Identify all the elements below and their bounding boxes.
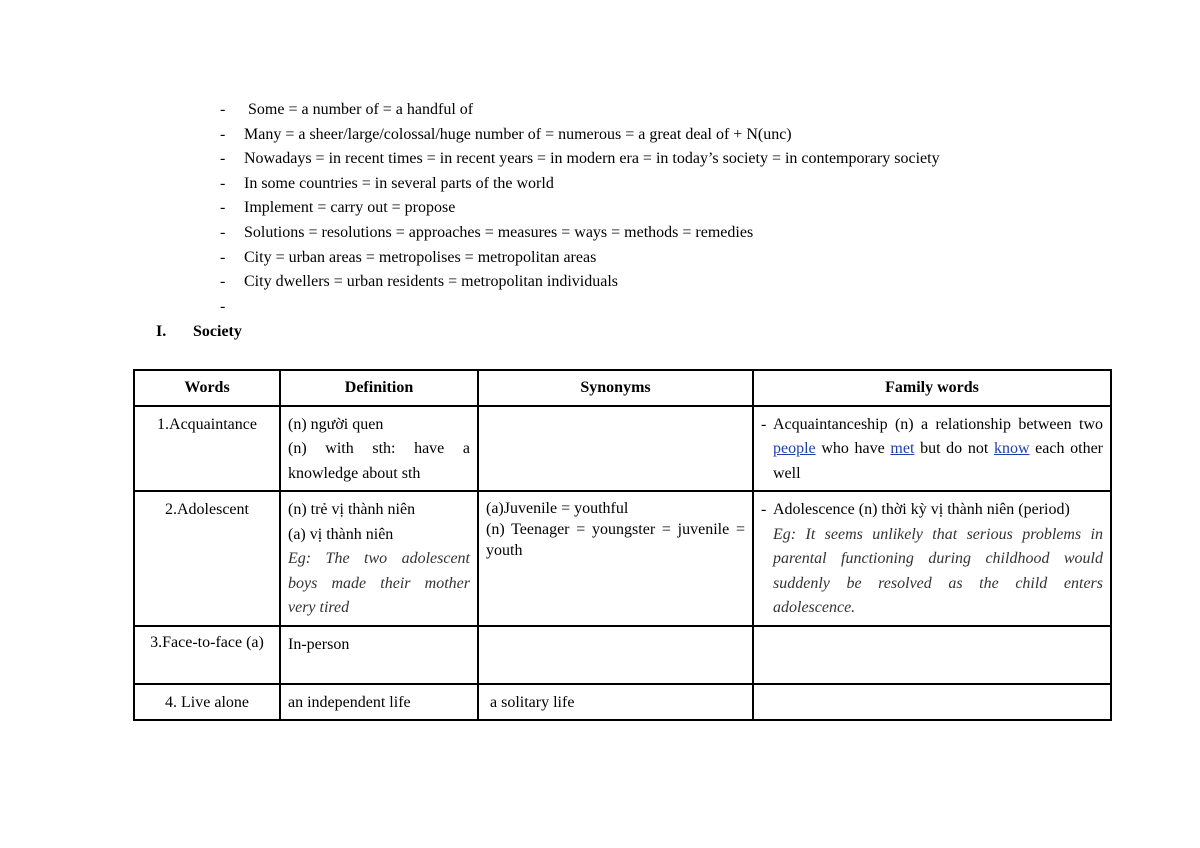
synonym-bullet-list [216, 98, 940, 319]
synonyms-cell [478, 626, 753, 684]
bullet-dash: - [220, 150, 226, 168]
definition-line: (n) with sth: have a knowledge about sth [288, 440, 470, 482]
family-entry: - Acquaintanceship (n) a relationship between two people who have met but do not know each other well [761, 413, 1103, 487]
family-words-cell [753, 626, 1111, 684]
definition-line: (n) trẻ vị thành niên [288, 501, 416, 518]
definition-cell [280, 491, 478, 626]
section-number: I. [156, 323, 167, 340]
definition-cell: In-person [280, 626, 478, 684]
link-people[interactable]: people [773, 440, 816, 457]
word-cell: 1.Acquaintance [134, 406, 280, 492]
definition-example: Eg: The two adolescent boys made their mother very tired [288, 550, 470, 616]
synonym-line: (n) Teenager = youngster = juvenile = youth [486, 521, 745, 559]
family-words-cell [753, 491, 1111, 626]
table-row [134, 626, 1111, 684]
family-words-cell [753, 684, 1111, 721]
header-family-words: Family words [753, 370, 1111, 406]
bullet-dash: - [220, 199, 226, 217]
family-words-cell [753, 406, 1111, 492]
bullet-dash: - [220, 223, 226, 241]
definition-cell: an independent life [280, 684, 478, 721]
table-row [134, 406, 1111, 492]
vocabulary-table [133, 369, 1112, 721]
definition-cell [280, 406, 478, 492]
header-words: Words [134, 370, 280, 406]
table-row [134, 684, 1111, 721]
bullet-item: - City dwellers = urban residents = metropolitan individuals [216, 270, 940, 295]
definition-line: (n) người quen [288, 415, 384, 433]
bullet-item: - Implement = carry out = propose [216, 196, 940, 221]
definition-line: (a) vị thành niên [288, 525, 394, 543]
table-row [134, 491, 1111, 626]
section-title: Society [193, 323, 242, 340]
bullet-dash: - [220, 101, 226, 118]
bullet-item: - City = urban areas = metropolises = metropolitan areas [216, 246, 940, 271]
synonym-line: (a)Juvenile = youthful [486, 500, 629, 517]
word-cell: 2.Adolescent [134, 491, 280, 626]
bullet-item: - Many = a sheer/large/colossal/huge number of = numerous = a great deal of + N(unc) [216, 123, 940, 148]
synonyms-cell: a solitary life [478, 684, 753, 721]
table-header-row [134, 370, 1111, 406]
header-definition: Definition [280, 370, 478, 406]
family-example: Eg: It seems unlikely that serious problems in parental functioning during childhood would suddenly be resolved as the child enters adolescence. [773, 525, 1103, 616]
bullet-dash: - [220, 125, 226, 143]
bullet-item: - Solutions = resolutions = approaches = measures = ways = methods = remedies [216, 221, 940, 246]
family-dash: - [761, 415, 767, 433]
bullet-dash: - [220, 297, 226, 315]
family-entry: - Adolescence (n) thời kỳ vị thành niên (period) [761, 498, 1103, 523]
synonyms-cell [478, 406, 753, 492]
bullet-item-empty [216, 295, 940, 320]
link-know[interactable]: know [993, 440, 1030, 457]
bullet-item: - Some = a number of = a handful of [216, 98, 940, 123]
bullet-item: - Nowadays = in recent times = in recent years = in modern era = in today’s society = in contemporary society [216, 147, 940, 172]
bullet-dash: - [220, 273, 226, 291]
section-heading [156, 320, 242, 344]
word-cell: 3.Face-to-face (a) [134, 626, 280, 684]
synonyms-cell [478, 491, 753, 626]
link-met[interactable]: met [890, 440, 915, 457]
bullet-dash: - [220, 174, 226, 192]
bullet-dash: - [220, 248, 226, 266]
bullet-item: - In some countries = in several parts of the world [216, 172, 940, 197]
word-cell: 4. Live alone [134, 684, 280, 721]
family-dash: - [761, 501, 767, 518]
header-synonyms: Synonyms [478, 370, 753, 406]
